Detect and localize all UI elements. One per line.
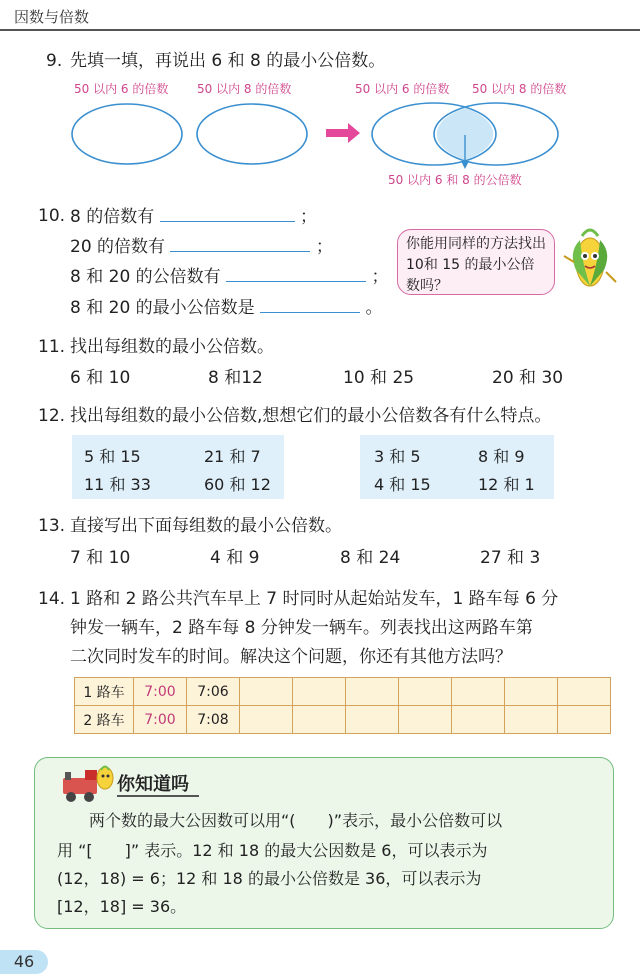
q9-venn-diagrams <box>60 95 570 175</box>
table-cell-empty[interactable] <box>452 678 505 706</box>
table-cell-empty[interactable] <box>293 678 346 706</box>
table-row-2 <box>75 706 611 734</box>
q10-line1-text: 8 的倍数有 <box>70 207 155 227</box>
q9-label-intersection: 50 以内 6 和 8 的公倍数 <box>388 173 522 187</box>
q13-item-3: 8 和 24 <box>340 548 401 568</box>
q12-number: 12. <box>38 406 66 426</box>
answer-blank-4[interactable] <box>260 296 360 313</box>
q11-item-1: 6 和 10 <box>70 368 131 388</box>
q12-right-item-1: 3 和 5 <box>374 447 421 466</box>
answer-blank-3[interactable] <box>226 265 366 282</box>
q12-left-item-2: 21 和 7 <box>204 447 261 466</box>
table-cell-empty[interactable] <box>240 678 293 706</box>
circle-left-8 <box>197 104 307 164</box>
q11-item-3: 10 和 25 <box>343 368 415 388</box>
row1-time-2: 7:06 <box>187 678 240 706</box>
chapter-title: 因数与倍数 <box>14 8 90 26</box>
q12-right-item-2: 8 和 9 <box>478 447 525 466</box>
know-line1-text: 两个数的最大公因数可以用“( )”表示，最小公倍数可以 <box>89 811 503 830</box>
q10-line2-end: ； <box>315 237 333 257</box>
q12-text: 找出每组数的最小公倍数,想想它们的最小公倍数各有什么特点。 <box>70 406 552 426</box>
row-label-1: 1 路车 <box>75 678 134 706</box>
q13-number: 13. <box>38 516 66 536</box>
know-line1 <box>57 804 502 838</box>
table-cell-empty[interactable] <box>558 706 611 734</box>
q10-line4-text: 8 和 20 的最小公倍数是 <box>70 298 255 318</box>
did-you-know-title: 你知道吗 <box>117 774 189 795</box>
q13-item-4: 27 和 3 <box>480 548 541 568</box>
q9-label-left-a: 50 以内 6 的倍数 <box>74 82 169 96</box>
q11-number: 11. <box>38 337 66 357</box>
table-row-1 <box>75 678 611 706</box>
q12-right-box <box>360 435 554 499</box>
corn-mascot-icon <box>560 222 620 296</box>
page-number: 46 <box>0 950 48 974</box>
q12-right-item-4: 12 和 1 <box>478 475 535 494</box>
table-cell-empty[interactable] <box>505 678 558 706</box>
q10-line3-text: 8 和 20 的公倍数有 <box>70 267 221 287</box>
title-underline <box>117 795 199 797</box>
q11-item-2: 8 和12 <box>208 368 263 388</box>
table-cell-empty[interactable] <box>240 706 293 734</box>
pointer-arrow-icon <box>461 161 469 169</box>
answer-blank-1[interactable] <box>160 205 295 222</box>
table-cell-empty[interactable] <box>558 678 611 706</box>
did-you-know-box <box>34 757 614 929</box>
q10-line4 <box>70 296 382 319</box>
q14-number: 14. <box>38 589 66 609</box>
q12-right-item-3: 4 和 15 <box>374 475 431 494</box>
row-label-2: 2 路车 <box>75 706 134 734</box>
q9-label-left-b: 50 以内 8 的倍数 <box>197 82 292 96</box>
q14-line3: 二次同时发车的时间。解决这个问题，你还有其他方法吗？ <box>70 647 512 667</box>
q10-line3 <box>70 265 388 288</box>
header-rule <box>0 29 640 31</box>
know-line3: (12，18) = 6；12 和 18 的最小公倍数是 36，可以表示为 <box>57 869 482 888</box>
q14-line1: 1 路和 2 路公共汽车早上 7 时同时从起始站发车，1 路车每 6 分 <box>70 589 559 609</box>
table-cell-empty[interactable] <box>505 706 558 734</box>
answer-blank-2[interactable] <box>170 235 310 252</box>
q13-item-2: 4 和 9 <box>210 548 260 568</box>
q9-label-right-b: 50 以内 8 的倍数 <box>472 82 567 96</box>
q9-number: 9. <box>46 51 63 71</box>
arrow-right-icon <box>326 123 360 143</box>
q10-number: 10. <box>38 206 66 226</box>
q13-item-1: 7 和 10 <box>70 548 131 568</box>
q11-text: 找出每组数的最小公倍数。 <box>70 337 274 357</box>
row1-time-1: 7:00 <box>134 678 187 706</box>
q10-line4-end: 。 <box>365 298 383 318</box>
q11-item-4: 20 和 30 <box>492 368 564 388</box>
row2-time-2: 7:08 <box>187 706 240 734</box>
q13-text: 直接写出下面每组数的最小公倍数。 <box>70 516 342 536</box>
q10-line3-end: ； <box>371 267 389 287</box>
table-cell-empty[interactable] <box>399 706 452 734</box>
row2-time-1: 7:00 <box>134 706 187 734</box>
q12-left-item-1: 5 和 15 <box>84 447 141 466</box>
q12-left-item-4: 60 和 12 <box>204 475 271 494</box>
know-line2: 用 “[ ]” 表示。12 和 18 的最大公因数是 6，可以表示为 <box>57 841 488 860</box>
table-cell-empty[interactable] <box>346 706 399 734</box>
schedule-table <box>74 677 611 734</box>
q10-line2 <box>70 235 333 258</box>
know-line4: [12，18] = 36。 <box>57 897 187 916</box>
q10-line1-end: ； <box>300 207 318 227</box>
speech-bubble: 你能用同样的方法找出 10和 15 的最小公倍数吗？ <box>397 229 555 295</box>
q14-line2: 钟发一辆车，2 路车每 8 分钟发一辆车。列表找出这两路车第 <box>70 618 533 638</box>
q9-label-right-a: 50 以内 6 的倍数 <box>355 82 450 96</box>
q10-line2-text: 20 的倍数有 <box>70 237 166 257</box>
q9-text: 先填一填，再说出 6 和 8 的最小公倍数。 <box>70 51 386 71</box>
table-cell-empty[interactable] <box>346 678 399 706</box>
table-cell-empty[interactable] <box>293 706 346 734</box>
q12-left-box <box>72 435 284 499</box>
train-icon <box>57 764 115 804</box>
q10-line1 <box>70 205 317 228</box>
q12-left-item-3: 11 和 33 <box>84 475 151 494</box>
circle-left-6 <box>72 104 182 164</box>
table-cell-empty[interactable] <box>452 706 505 734</box>
table-cell-empty[interactable] <box>399 678 452 706</box>
page-header <box>0 0 640 30</box>
